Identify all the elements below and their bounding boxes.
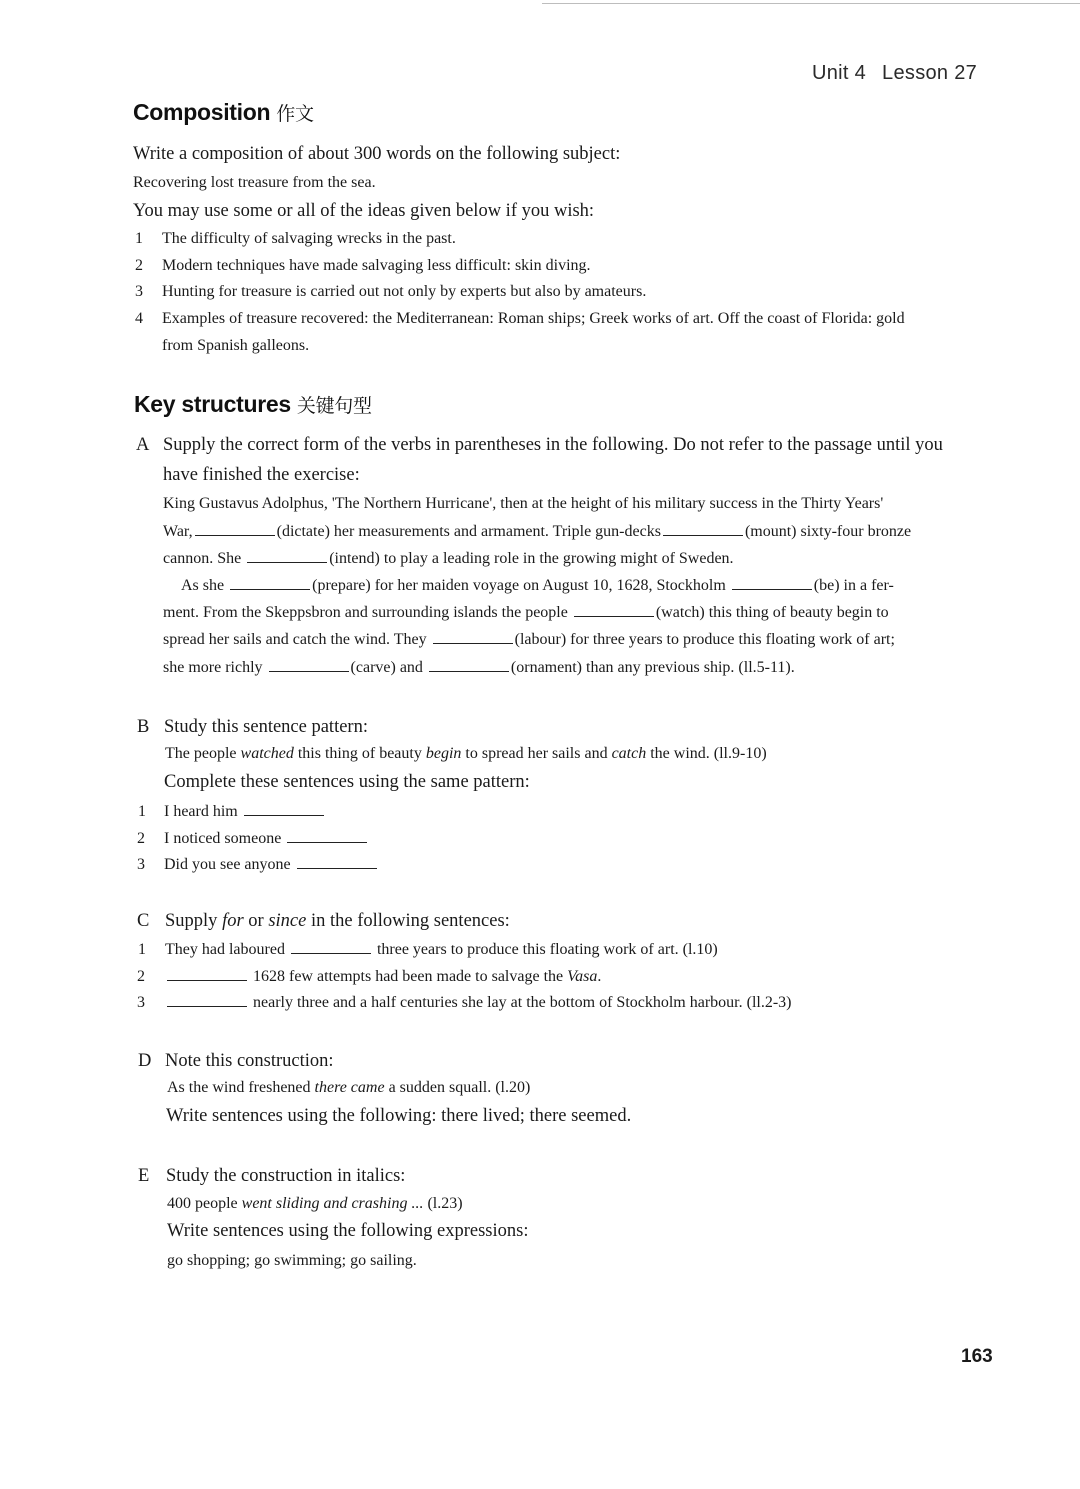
idea-item: The difficulty of salvaging wrecks in the past. xyxy=(162,230,456,247)
composition-title-cn: 作文 xyxy=(276,103,314,125)
answer-blank[interactable] xyxy=(230,577,310,590)
section-a-letter: A xyxy=(136,435,150,455)
example-text: The people xyxy=(165,745,237,762)
passage-text: (mount) sixty-four bronze xyxy=(744,523,912,540)
section-e-instruction2: Write sentences using the following expressions: xyxy=(167,1221,529,1241)
unit-label: Unit 4 xyxy=(812,62,867,84)
instruction-italic: since xyxy=(268,911,307,931)
section-b-instruction2: Complete these sentences using the same pattern: xyxy=(164,772,530,792)
example-italic: watched xyxy=(240,745,294,762)
section-c-letter: C xyxy=(137,911,150,931)
example-italic: begin xyxy=(425,745,462,762)
item-italic: Vasa xyxy=(567,968,598,985)
item-text: I noticed someone xyxy=(164,830,282,847)
passage-line xyxy=(163,659,795,677)
section-e-instruction: Study the construction in italics: xyxy=(166,1166,406,1186)
item-text: They had laboured xyxy=(165,941,285,958)
instruction-text: in the following sentences: xyxy=(310,911,510,931)
example-text: 400 people xyxy=(167,1195,238,1212)
exercise-item xyxy=(165,994,792,1012)
example-text: this thing of beauty xyxy=(297,745,422,762)
passage-text: (be) in a fer- xyxy=(813,577,894,594)
answer-blank[interactable] xyxy=(247,550,327,563)
top-rule xyxy=(542,3,1080,4)
passage-text: As she xyxy=(181,577,225,594)
instruction-text: or xyxy=(248,911,264,931)
idea-item: Modern techniques have made salvaging less difficult: skin diving. xyxy=(162,257,591,274)
construction-example xyxy=(167,1195,463,1213)
section-b-instruction: Study this sentence pattern: xyxy=(164,717,368,737)
idea-number: 1 xyxy=(135,230,143,247)
passage-text: ment. From the Skeppsbron and surrounding islands the people xyxy=(163,604,568,621)
answer-blank[interactable] xyxy=(574,604,654,617)
key-structures-title: Key structures xyxy=(134,391,291,417)
pattern-example xyxy=(165,745,767,763)
item-text: I heard him xyxy=(164,803,238,820)
passage-text: (dictate) her measurements and armament. Triple gun-decks xyxy=(276,523,661,540)
idea-item: Examples of treasure recovered: the Mediterranean: Roman ships; Greek works of art. Off the coast of Florida: gold xyxy=(162,310,905,327)
item-number: 3 xyxy=(137,994,145,1011)
example-text: to spread her sails and xyxy=(465,745,608,762)
item-number: 2 xyxy=(137,968,145,985)
answer-blank[interactable] xyxy=(167,968,247,981)
passage-text: (labour) for three years to produce this floating work of art; xyxy=(514,631,895,648)
item-text: nearly three and a half centuries she lay at the bottom of Stockholm harbour. (ll.2-3) xyxy=(253,994,792,1011)
passage-text: cannon. She xyxy=(163,550,242,567)
item-text: three years to produce this floating work of art. (l.10) xyxy=(376,941,718,958)
answer-blank[interactable] xyxy=(269,659,349,672)
instruction-italic: for xyxy=(222,911,244,931)
item-number: 2 xyxy=(137,830,145,847)
composition-heading xyxy=(133,99,314,126)
answer-blank[interactable] xyxy=(433,631,513,644)
passage-line xyxy=(163,550,734,568)
idea-number: 3 xyxy=(135,283,143,300)
answer-blank[interactable] xyxy=(195,523,275,536)
section-c-instruction xyxy=(165,911,510,932)
passage-line: King Gustavus Adolphus, 'The Northern Hurricane', then at the height of his military success in the Thirty Years' xyxy=(163,495,884,512)
example-text: a sudden squall. (l.20) xyxy=(388,1079,531,1096)
exercise-item xyxy=(164,830,369,848)
example-italic: catch xyxy=(611,745,647,762)
passage-text: spread her sails and catch the wind. They xyxy=(163,631,427,648)
expressions-list: go shopping; go swimming; go sailing. xyxy=(167,1252,417,1269)
item-number: 1 xyxy=(138,941,146,958)
page-number: 163 xyxy=(961,1346,993,1367)
example-text: (l.23) xyxy=(427,1195,463,1212)
answer-blank[interactable] xyxy=(732,577,812,590)
instruction-text: Supply xyxy=(165,911,218,931)
composition-title: Composition xyxy=(133,99,271,125)
passage-line xyxy=(181,577,894,595)
example-text: the wind. (ll.9-10) xyxy=(650,745,767,762)
passage-text: (ornament) than any previous ship. (ll.5-11). xyxy=(510,659,795,676)
exercise-item xyxy=(164,856,379,874)
section-d-letter: D xyxy=(138,1051,152,1071)
passage-line xyxy=(163,604,889,622)
exercise-item xyxy=(165,941,718,959)
answer-blank[interactable] xyxy=(429,659,509,672)
item-number: 3 xyxy=(137,856,145,873)
composition-instruction: Write a composition of about 300 words on the following subject: xyxy=(133,144,621,164)
idea-item: Hunting for treasure is carried out not only by experts but also by amateurs. xyxy=(162,283,647,300)
answer-blank[interactable] xyxy=(287,830,367,843)
construction-example xyxy=(167,1079,530,1097)
composition-subject: Recovering lost treasure from the sea. xyxy=(133,174,376,191)
running-head xyxy=(812,62,977,85)
passage-line xyxy=(163,631,895,649)
passage-line xyxy=(163,523,911,541)
section-d-instruction: Note this construction: xyxy=(165,1051,334,1071)
section-d-instruction2: Write sentences using the following: there lived; there seemed. xyxy=(166,1106,632,1126)
passage-text: War, xyxy=(163,523,193,540)
key-structures-title-cn: 关键句型 xyxy=(296,395,372,417)
answer-blank[interactable] xyxy=(663,523,743,536)
exercise-item xyxy=(164,803,326,821)
item-text: Did you see anyone xyxy=(164,856,291,873)
key-structures-heading xyxy=(134,391,372,418)
answer-blank[interactable] xyxy=(297,856,377,869)
lesson-label: Lesson 27 xyxy=(882,62,978,84)
ideas-intro: You may use some or all of the ideas given below if you wish: xyxy=(133,201,595,221)
idea-number: 4 xyxy=(135,310,143,327)
idea-number: 2 xyxy=(135,257,143,274)
section-b-letter: B xyxy=(137,717,150,737)
item-text: 1628 few attempts had been made to salvage the xyxy=(253,968,564,985)
example-italic: went sliding and crashing ... xyxy=(241,1195,424,1212)
section-e-letter: E xyxy=(138,1166,150,1186)
answer-blank[interactable] xyxy=(167,994,247,1007)
passage-text: (prepare) for her maiden voyage on August 10, 1628, Stockholm xyxy=(312,577,726,594)
passage-text: she more richly xyxy=(163,659,263,676)
exercise-item: 1628 few attempts had been made to salvage the Vasa. xyxy=(165,968,601,986)
idea-item-continued: from Spanish galleons. xyxy=(162,337,310,354)
passage-text: (carve) and xyxy=(350,659,423,676)
example-text: As the wind freshened xyxy=(167,1079,311,1096)
example-italic: there came xyxy=(314,1079,385,1096)
section-a-instruction: Supply the correct form of the verbs in parentheses in the following. Do not refer to the passage until you xyxy=(163,435,943,455)
answer-blank[interactable] xyxy=(244,803,324,816)
answer-blank[interactable] xyxy=(291,941,371,954)
item-number: 1 xyxy=(138,803,146,820)
section-a-instruction-cont: have finished the exercise: xyxy=(163,465,360,485)
passage-text: (intend) to play a leading role in the growing might of Sweden. xyxy=(329,550,734,567)
passage-text: (watch) this thing of beauty begin to xyxy=(655,604,889,621)
